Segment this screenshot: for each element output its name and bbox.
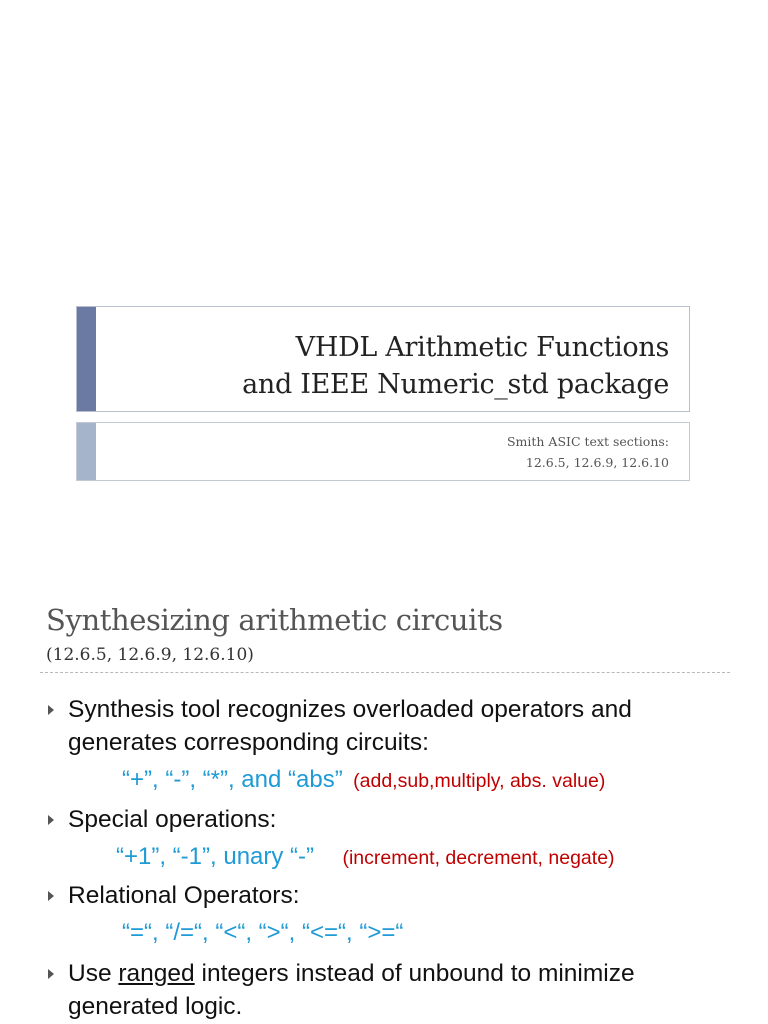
bullet-arrow-icon xyxy=(48,891,54,901)
slide-title-line-2: and IEEE Numeric_std package xyxy=(242,369,669,400)
subtitle-line-2: 12.6.5, 12.6.9, 12.6.10 xyxy=(525,455,669,470)
content-slide-subtitle: (12.6.5, 12.6.9, 12.6.10) xyxy=(46,645,254,665)
slide-subtitle xyxy=(507,431,669,473)
bullet-text xyxy=(68,957,728,1023)
subtitle-accent-bar xyxy=(77,423,96,480)
emphasized-word: ranged xyxy=(118,960,195,987)
bullet-arrow-icon xyxy=(48,705,54,715)
operator-note: (add,sub,multiply, abs. value) xyxy=(353,770,606,792)
operator-line-3 xyxy=(122,919,403,947)
operator-list: “+”, “-”, “*”, and “abs” xyxy=(122,766,343,793)
slide-title-line-1: VHDL Arithmetic Functions xyxy=(295,332,669,363)
slide-title xyxy=(242,329,669,403)
title-box xyxy=(76,306,690,412)
bullet-item-3 xyxy=(48,879,728,912)
operator-line-1 xyxy=(122,766,605,794)
content-slide-title: Synthesizing arithmetic circuits xyxy=(46,603,503,637)
bullet-text: Synthesis tool recognizes overloaded operators and generates corresponding circuits: xyxy=(68,696,632,756)
title-divider xyxy=(40,672,730,673)
bullet-text: Relational Operators: xyxy=(68,882,300,909)
operator-line-2 xyxy=(116,843,615,871)
bullet-arrow-icon xyxy=(48,815,54,825)
title-accent-bar xyxy=(77,307,96,411)
operator-list: “=“, “/=“, “<“, “>“, “<=“, “>=“ xyxy=(122,919,404,946)
bullet-text: Special operations: xyxy=(68,806,277,833)
bullet-item-1 xyxy=(48,693,728,759)
bullet-item-2 xyxy=(48,803,728,836)
bullet-text-start: Use xyxy=(68,960,119,987)
bullet-arrow-icon xyxy=(48,969,54,979)
bullet-text-end: integers instead of unbound to minimize generated logic. xyxy=(68,960,635,1020)
operator-list: “+1”, “-1”, unary “-” xyxy=(116,843,315,870)
content-slide xyxy=(0,575,768,1024)
subtitle-line-1: Smith ASIC text sections: xyxy=(506,434,669,449)
subtitle-box xyxy=(76,422,690,481)
operator-note: (increment, decrement, negate) xyxy=(342,847,615,869)
bullet-item-4 xyxy=(48,957,728,1023)
